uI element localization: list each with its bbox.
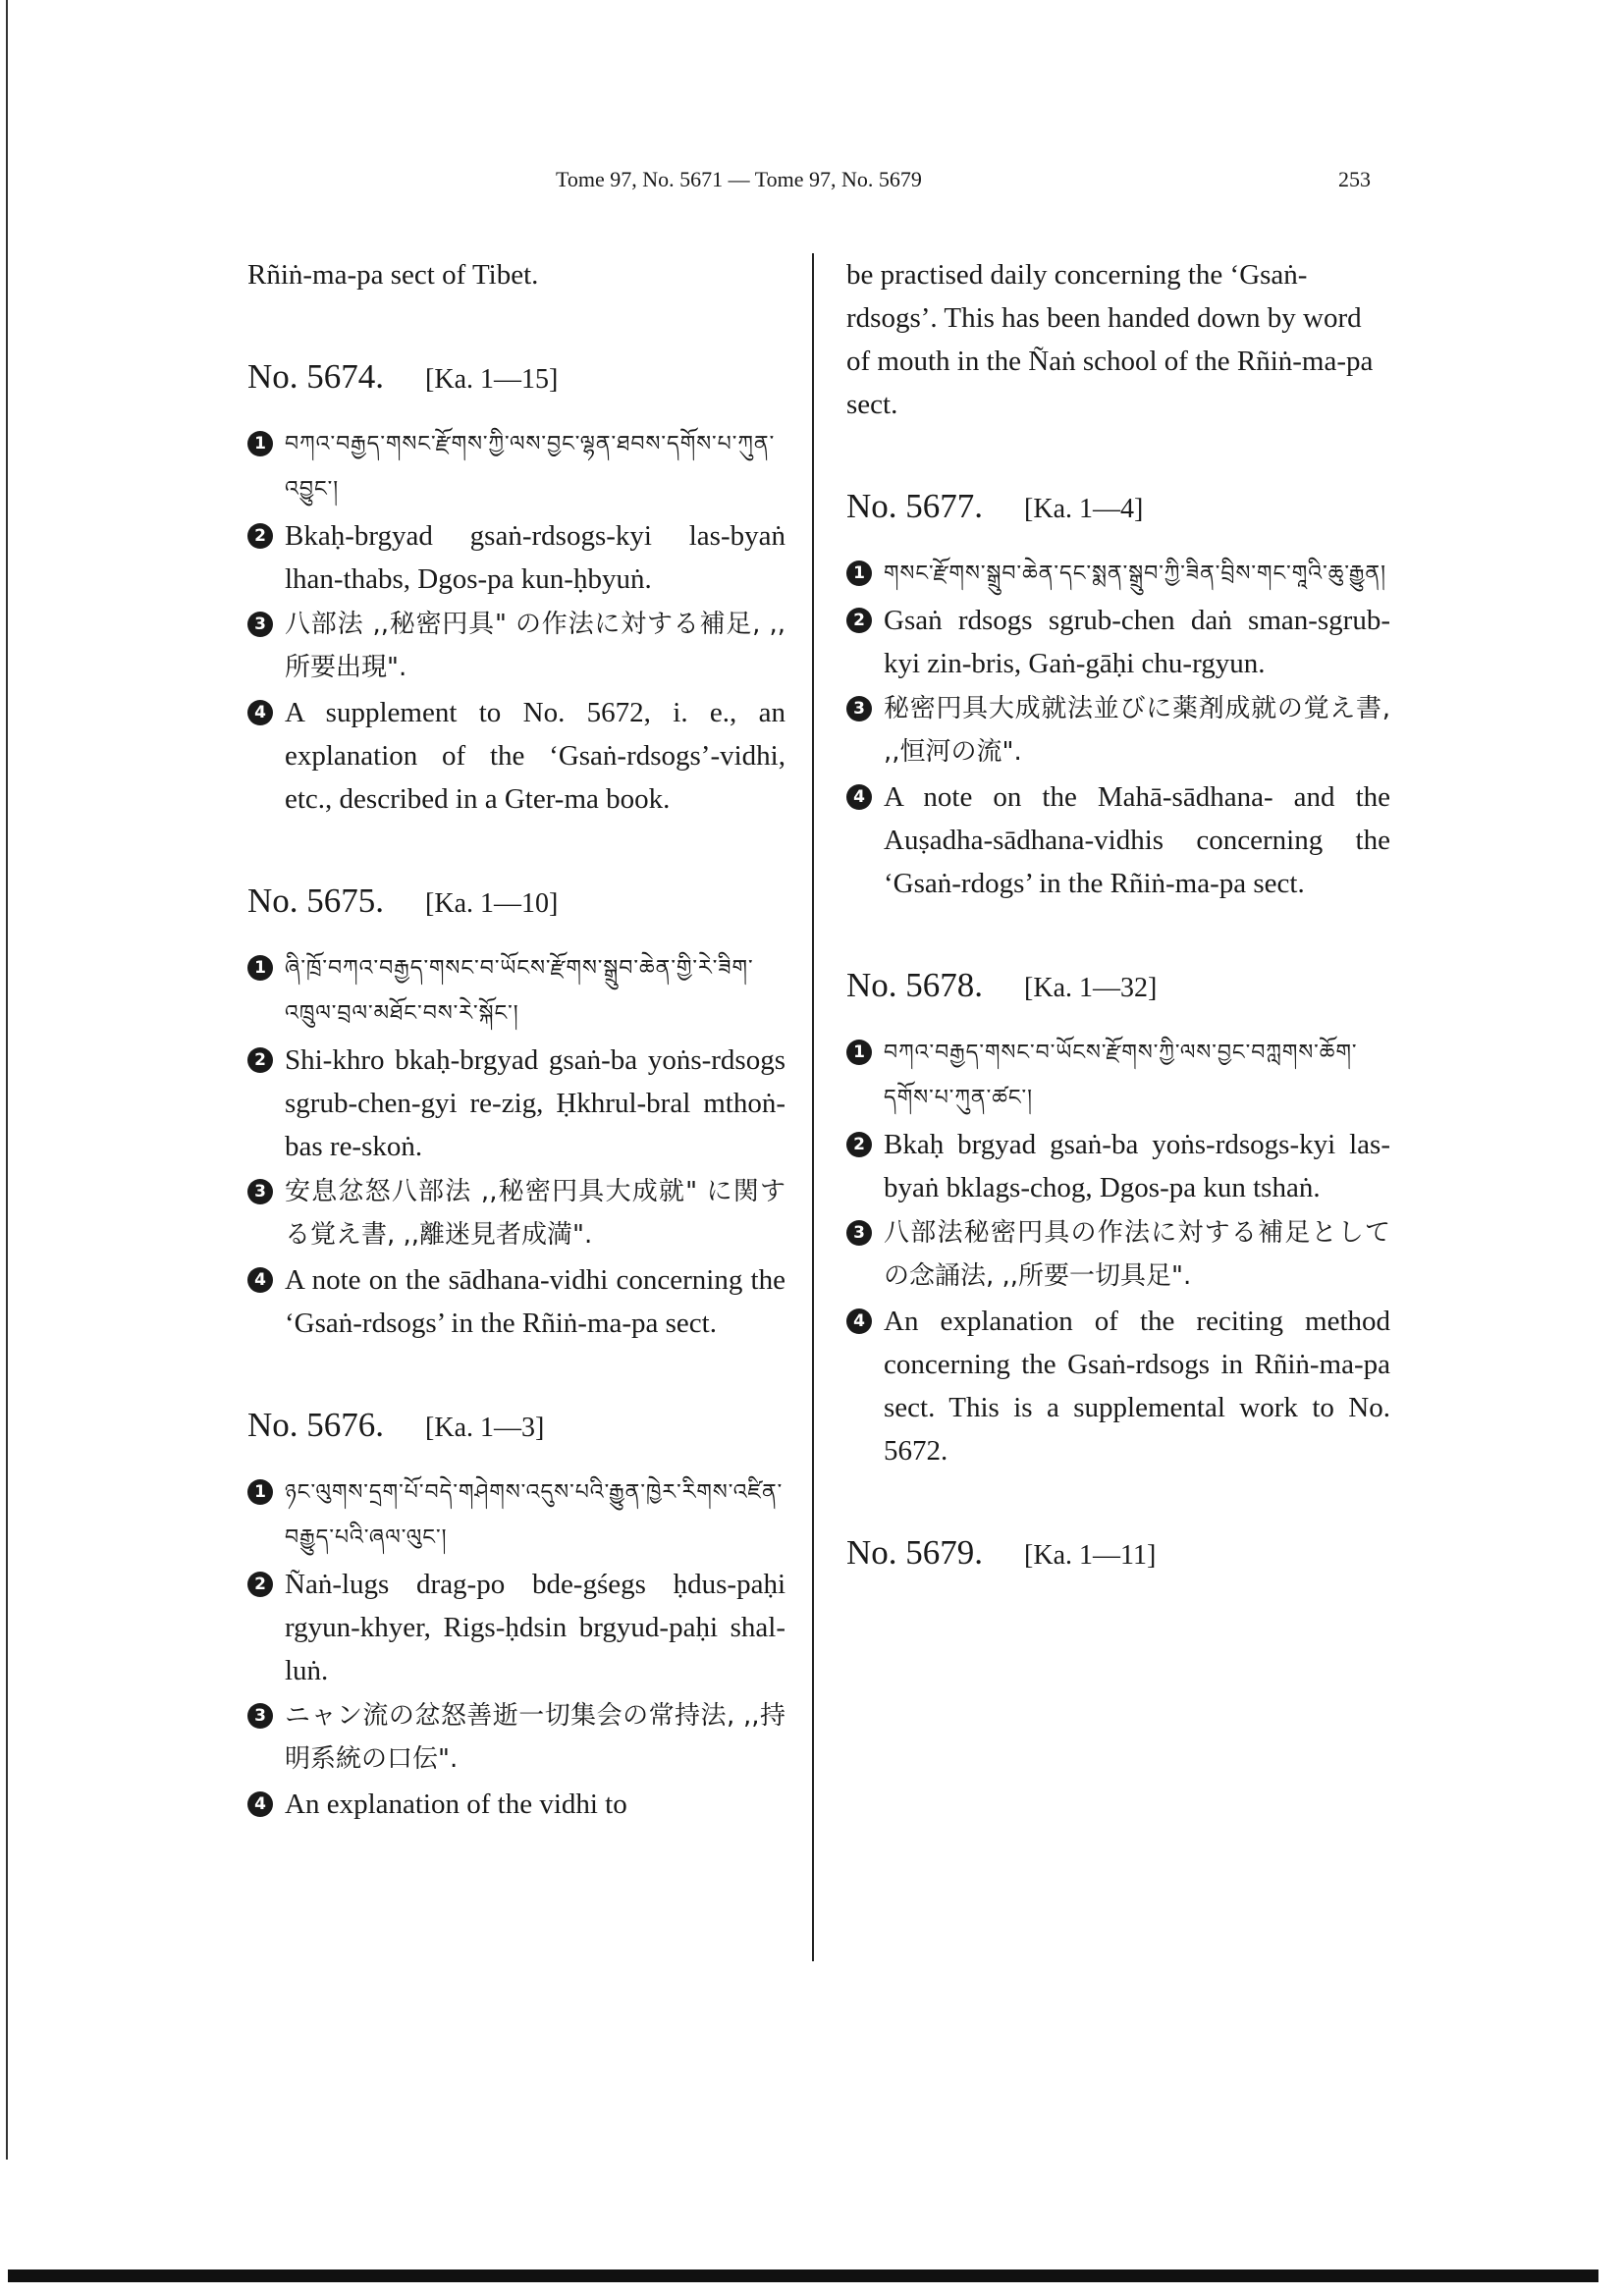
tibetan-title [247,946,785,1037]
marker-4: 4 [846,784,872,810]
japanese-title [247,603,785,689]
english-description [247,691,785,821]
japanese-text: 秘密円具大成就法並びに薬剤成就の覚え書, ,,恒河の流". [884,694,1390,767]
marker-1: 1 [846,1040,872,1065]
continuation-text: Rñiṅ-ma-pa sect of Tibet. [247,259,539,291]
marker-4: 4 [846,1308,872,1334]
marker-3: 3 [247,1703,273,1729]
romanized-text: Gsaṅ rdsogs sgrub-chen daṅ sman-sgrub-kyi zin-bris, Gaṅ-gāḥi chu-rgyun. [884,605,1390,679]
entry-number: No. 5675. [247,881,385,920]
entry-reference: [Ka. 1—10] [425,888,559,919]
romanized-text: Shi-khro bkaḥ-brgyad gsaṅ-ba yoṅs-rdsogs sgrub-chen-gyi re-zig, Ḥkhrul-bral mthoṅ-bas re-skoṅ. [285,1044,785,1162]
japanese-text: 八部法秘密円具の作法に対する補足としての念誦法, ,,所要一切具足". [884,1218,1390,1291]
romanized-title [846,1123,1390,1209]
entry-heading [846,487,1390,526]
catalog-entry [846,966,1390,1472]
english-text: An explanation of the vidhi to [285,1789,627,1820]
entry-number: No. 5679. [846,1533,984,1572]
right-column [846,253,1390,1598]
entry-number: No. 5674. [247,357,385,396]
page-header [556,167,1371,196]
tibetan-title [846,1031,1390,1121]
running-title: Tome 97, No. 5671 — Tome 97, No. 5679 [556,167,922,191]
tibetan-title [247,1470,785,1561]
continuation-text: be practised daily concerning the ‘Gsaṅ-rdsogs’. This has been handed down by word of mouth in the Ñaṅ school of the Rñiṅ-ma-pa sect. [846,259,1374,420]
entry-reference: [Ka. 1—11] [1024,1540,1157,1571]
japanese-text: 安息忿怒八部法 ,,秘密円具大成就" に関する覚え書, ,,離迷見者成満". [285,1177,785,1250]
english-description [846,1300,1390,1472]
marker-3: 3 [846,696,872,721]
japanese-title [247,1170,785,1256]
catalog-entry [247,881,785,1345]
tibetan-text: གསང་རྫོགས་སྒྲུབ་ཆེན་དང་སྨན་སྒྲུབ་ཀྱི་ཟིན་བྲིས་གང་གཱའི་ཆུ་རྒྱུན། [884,561,1386,586]
english-description [247,1783,785,1826]
entry-heading [846,1533,1390,1573]
entry-number: No. 5677. [846,487,984,525]
marker-2: 2 [247,1572,273,1597]
english-text: An explanation of the reciting method concerning the Gsaṅ-rdsogs in Rñiṅ-ma-pa sect. This is a supplemental work to No. 5672. [884,1306,1390,1467]
marker-3: 3 [247,1179,273,1204]
entry-reference: [Ka. 1—32] [1024,973,1158,1003]
romanized-text: Ñaṅ-lugs drag-po bde-gśegs ḥdus-paḥi rgyun-khyer, Rigs-ḥdsin brgyud-paḥi shal-luṅ. [285,1569,785,1686]
romanized-title [247,1563,785,1692]
marker-1: 1 [846,561,872,586]
japanese-title [247,1694,785,1781]
catalog-entry [846,1533,1390,1573]
english-text: A note on the Mahā-sādhana- and the Auṣadha-sādhana-vidhis concerning the ‘Gsaṅ-rdogs’ in the Rñiṅ-ma-pa sect. [884,781,1390,899]
marker-2: 2 [247,1047,273,1073]
marker-3: 3 [846,1220,872,1246]
catalog-entry [846,487,1390,905]
entry-reference: [Ka. 1—4] [1024,494,1144,524]
english-text: A note on the sādhana-vidhi concerning the ‘Gsaṅ-rdsogs’ in the Rñiṅ-ma-pa sect. [285,1264,785,1339]
entry-heading [247,881,785,921]
tibetan-text: བཀའ་བརྒྱད་གསང་རྫོགས་ཀྱི་ལས་བྱང་ལྷན་ཐབས་དགོས་པ་ཀུན་འབྱུང་། [285,432,776,502]
entry-heading [247,357,785,397]
marker-4: 4 [247,1791,273,1817]
romanized-title [846,599,1390,685]
tibetan-title [247,422,785,512]
marker-2: 2 [846,1132,872,1157]
column-divider [812,253,814,1961]
marker-2: 2 [247,523,273,549]
english-text: A supplement to No. 5672, i. e., an explanation of the ‘Gsaṅ-rdsogs’-vidhi, etc., described in a Gter-ma book. [285,697,785,815]
bottom-rule [8,2269,1598,2282]
catalog-entry [247,357,785,821]
romanized-title [247,514,785,601]
japanese-text: ニャン流の忿怒善逝一切集会の常持法, ,,持明系統の口伝". [285,1701,785,1774]
romanized-title [247,1039,785,1168]
japanese-text: 八部法 ,,秘密円具" の作法に対する補足, ,,所要出現". [285,610,785,682]
entry-reference: [Ka. 1—3] [425,1413,545,1443]
romanized-text: Bkaḥ brgyad gsaṅ-ba yoṅs-rdsogs-kyi las-byaṅ bklags-chog, Dgos-pa kun tshaṅ. [884,1129,1390,1203]
marker-1: 1 [247,1479,273,1505]
entry-heading [247,1406,785,1445]
english-description [846,775,1390,905]
marker-4: 4 [247,700,273,725]
entry-reference: [Ka. 1—15] [425,364,559,395]
tibetan-text: ཉང་ལུགས་དྲག་པོ་བདེ་གཤེགས་འདུས་པའི་རྒྱུན་ཁྱེར་རིགས་འཛིན་བརྒྱུད་པའི་ཞལ་ལུང་། [285,1480,784,1550]
english-description [247,1258,785,1345]
romanized-text: Bkaḥ-brgyad gsaṅ-rdsogs-kyi las-byaṅ lhan-thabs, Dgos-pa kun-ḥbyuṅ. [285,520,785,595]
page-number: 253 [1338,167,1371,191]
tibetan-text: ཞི་ཁྲོ་བཀའ་བརྒྱད་གསང་བ་ཡོངས་རྫོགས་སྒྲུབ་ཆེན་གྱི་རེ་ཟིག་འཁྲུལ་བྲལ་མཐོང་བས་རེ་སྐོང་། [285,956,754,1026]
japanese-title [846,687,1390,774]
marker-3: 3 [247,612,273,637]
marker-2: 2 [846,608,872,633]
tibetan-title [846,552,1390,597]
japanese-title [846,1211,1390,1298]
tibetan-text: བཀའ་བརྒྱད་གསང་བ་ཡོངས་རྫོགས་ཀྱི་ལས་བྱང་བཀླགས་ཆོག་དགོས་པ་ཀུན་ཚང་། [884,1041,1358,1110]
entry-number: No. 5676. [247,1406,385,1444]
scan-binding-edge [6,0,18,2160]
marker-1: 1 [247,955,273,981]
marker-1: 1 [247,431,273,456]
marker-4: 4 [247,1267,273,1293]
catalog-entry [247,1406,785,1826]
entry-heading [846,966,1390,1005]
entry-number: No. 5678. [846,966,984,1004]
left-column [247,253,785,1828]
